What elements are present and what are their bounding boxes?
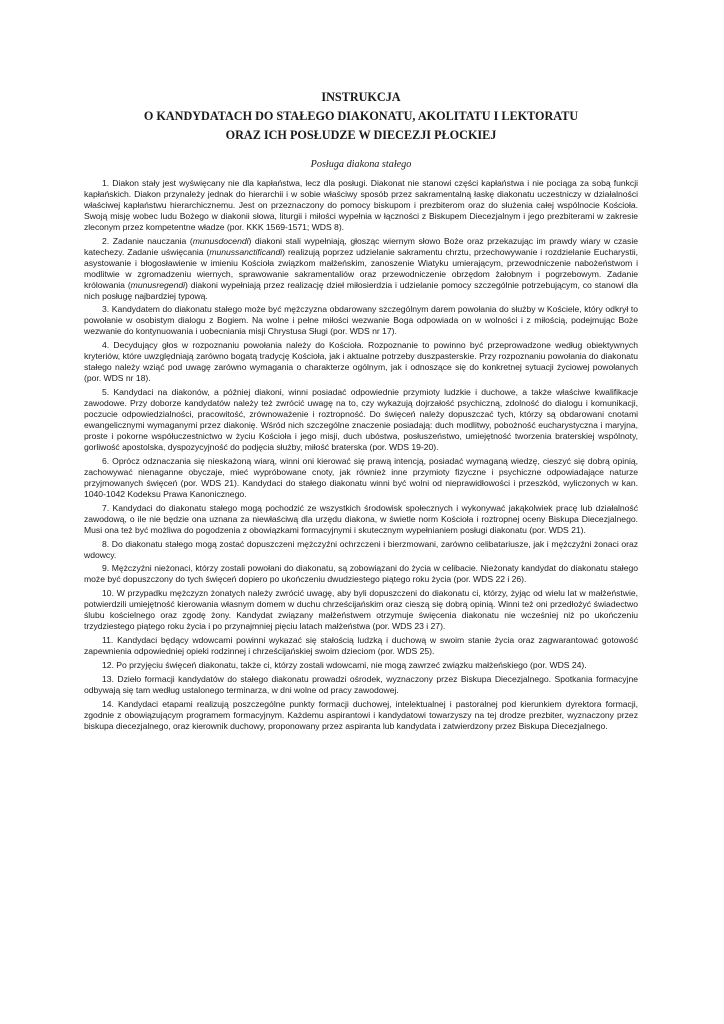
paragraph-14: 14. Kandydaci etapami realizują poszczególne punkty formacji duchowej, intelektualnej i pastoralnej pod kierunkiem dyrektora formacji, zgodnie z obowiązującym programem formacyjnym. Każdemu aspirantowi i kandydatowi towarzyszy na tej drodze prezbiter, wyznaczony przez biskupa diecezjalnego, oraz kierownik duchowy, proponowany przez aspiranta lub kandydata i zatwierdzony przez Biskupa Diecezjalnego.: [84, 698, 638, 731]
paragraph-8: 8. Do diakonatu stałego mogą zostać dopuszczeni mężczyźni ochrzczeni i bierzmowani, zarówno celibatariusze, jak i mężczyźni żonaci oraz wdowcy.: [84, 538, 638, 560]
paragraph-11: 11. Kandydaci będący wdowcami powinni wykazać się stałością ludzką i duchową w swoim stanie życia oraz zagwarantować gotowość zapewnienia odpowiedniej opieki rodzinnej i chrześcijańskiej swoim dzieciom (por. WDS 25).: [84, 635, 638, 657]
paragraph-12: 12. Po przyjęciu święceń diakonatu, także ci, którzy zostali wdowcami, nie mogą zawrzeć związku małżeńskiego (por. WDS 24).: [102, 660, 587, 671]
title-line-1: INSTRUKCJA: [321, 90, 401, 104]
document-title: [84, 88, 638, 145]
paragraph-3: 3. Kandydatem do diakonatu stałego może być mężczyzna obdarowany szczególnym darem powołania do służby w Kościele, który odkrył to powołanie w osobistym dialogu z Bogiem. Na wolne i pełne miłości wezwanie Boga odpowiada on w wolności i z miłością, podejmując Boże wezwanie do kontynuowania i uobecniania misji Chrystusa Sługi (por. WDS nr 17).: [84, 304, 638, 337]
paragraph-10: 10. W przypadku mężczyzn żonatych należy zwrócić uwagę, aby byli dopuszczeni do diakonatu ci, którzy, żyjąc od wielu lat w małżeństwie, potwierdzili umiejętność kierowania własnym domem w duchu chrześcijańskim oraz cieszą się dobrą opinią. Winni też oni przedłożyć świadectwo ślubu kościelnego oraz zgodę żony. Kandydat związany małżeństwem otrzymuje święcenia diakonatu nie wcześniej niż po ukończeniu trzydziestego piątego roku życia i po przynajmniej pięciu latach małżeństwa (por. WDS 23 i 27).: [84, 588, 638, 632]
paragraph-5: 5. Kandydaci na diakonów, a później diakoni, winni posiadać odpowiednie przymioty ludzkie i duchowe, a także właściwe kwalifikacje zawodowe. Przy doborze kandydatów należy też zwrócić uwagę na to, czy wykazują dojrzałość psychiczną, zdolność do dialogu i komunikacji, poczucie odpowiedzialności, pracowitość, zrównoważenie i roztropność. Do święceń należy dopuszczać tych, którzy są obdarowani cnotami ewangelicznymi wymaganymi przez diakonię. Wśród nich szczególne znaczenie posiadają: duch modlitwy, pobożność eucharystyczna i maryjna, proste i pokorne współuczestnictwo w życiu Kościoła i jego misji, duch ubóstwa, posłuszeństwo, umiejętność tworzenia braterskiej wspólnoty, gorliwość apostolska, dyspozycyjność do podjęcia służby, miłość braterska (por. WDS 19-20).: [84, 387, 638, 452]
title-line-3: ORAZ ICH POSŁUDZE W DIECEZJI PŁOCKIEJ: [225, 128, 497, 142]
paragraph-4: 4. Decydujący głos w rozpoznaniu powołania należy do Kościoła. Rozpoznanie to powinno być przeprowadzone według obiektywnych kryteriów, które uwzględniają zarówno bogatą tradycję Kościoła, jak i aktualne potrzeby duszpasterskie. Przy rozpoznaniu powołania do diakonatu stałego należy wziąć pod uwagę zarówno wymagania o charakterze ogólnym, jak i odnoszące się do konkretnej sytuacji życiowej powołanych (por. WDS nr 18).: [84, 340, 638, 384]
section-title: Posługa diakona stałego: [310, 159, 412, 170]
document-page: [84, 88, 638, 735]
paragraph-9: 9. Mężczyźni nieżonaci, którzy zostali powołani do diakonatu, są zobowiązani do życia w celibacie. Nieżonaty kandydat do diakonatu stałego może być dopuszczony do tych święceń dopiero po ukończeniu dwudziestego piątego roku życia (por. WDS 22 i 26).: [84, 563, 638, 585]
paragraph-6: 6. Oprócz odznaczania się nieskażoną wiarą, winni oni kierować się prawą intencją, posiadać wymaganą wiedzę, cieszyć się dobrą opinią, zachowywać nienaganne obyczaje, mieć wypróbowane cnoty, jak również inne przymioty fizyczne i psychiczne odpowiadające naturze przyjmowanych święceń (por. WDS 21). Kandydaci do stałego diakonatu winni być wolni od nieprawidłowości i przeszkód, wyliczonych w kan. 1040-1042 Kodeksu Prawa Kanonicznego.: [84, 455, 638, 499]
paragraph-7: 7. Kandydaci do diakonatu stałego mogą pochodzić ze wszystkich środowisk społecznych i wykonywać jakąkolwiek pracę lub działalność zawodową, o ile nie będzie ona uznana za niewłaściwą dla urzędu diakona, w świetle norm Kościoła i roztropnej oceny Biskupa Diecezjalnego. Musi ona też być możliwa do pogodzenia z obowiązkami formacyjnymi i skutecznym wypełnianiem posługi diakonatu (por. WDS 21).: [84, 502, 638, 535]
paragraph-2: 2. Zadanie nauczania (munusdocendi) diakoni stali wypełniają, głosząc wiernym słowo Boże oraz przekazując im prawdy wiary w czasie katechezy. Zadanie uświęcania (munussanctificandi) realizują poprzez udzielanie sakramentu chrztu, przechowywanie i rozdzielanie Eucharystii, asystowanie i błogosławienie w imieniu Kościoła związkom małżeńskim, zanoszenie Wiatyku umierającym, przewodniczenie nabożeństwom i modlitwie w zgromadzeniu wiernych, sprawowanie sakramentaliów oraz przewodniczenie obrzędom żałobnym i pogrzebowym. Zadanie królowania (munusregendi) diakoni wypełniają przez realizację dzieł miłosierdzia i udzielanie pomocy szczególnie potrzebującym, co stanowi dla nich posługę najbardziej typową.: [84, 235, 639, 301]
title-line-2: O KANDYDATACH DO STAŁEGO DIAKONATU, AKOLITATU I LEKTORATU: [143, 109, 579, 123]
paragraph-1: 1. Diakon stały jest wyświęcany nie dla kapłaństwa, lecz dla posługi. Diakonat nie stanowi części kapłaństwa i nie pociąga za sobą funkcji kapłańskich. Diakon przynależy jednak do hierarchii i w sobie właściwy sposób przez sakramentalną łaskę diakonatu uczestniczy w działalności właściwej kapłaństwu hierarchicznemu. Jest on przeznaczony do pomocy biskupom i prezbiterom oraz do służenia całej wspólnocie Kościoła. Swoją misję wobec ludu Bożego w diakonii słowa, liturgii i miłości wypełnia w łączności z Biskupem Diecezjalnym i jego prezbiterami w zakresie zleconym przez kompetentne władze (por. KKK 1569-1571; WDS 8).: [84, 178, 638, 232]
paragraph-13: 13. Dzieło formacji kandydatów do stałego diakonatu prowadzi ośrodek, wyznaczony przez Biskupa Diecezjalnego. Spotkania formacyjne odbywają się tam według ustalonego terminarza, w dni wolne od pracy zawodowej.: [84, 674, 638, 695]
